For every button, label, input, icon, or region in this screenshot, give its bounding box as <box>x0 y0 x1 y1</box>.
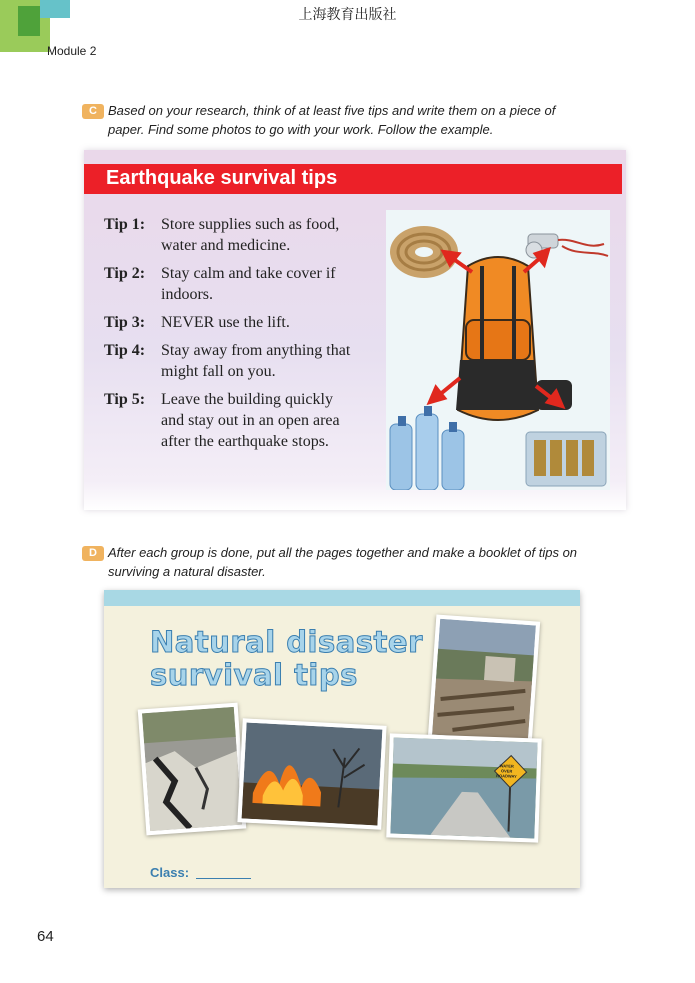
section-d-instruction <box>82 543 642 581</box>
flood-photo <box>386 733 542 842</box>
wildfire-photo <box>237 718 386 829</box>
tip-label: Tip 4: <box>104 342 146 359</box>
tip-line: Store supplies such as food, <box>161 216 340 233</box>
survival-kit-photo <box>386 210 610 490</box>
tip-line: NEVER use the lift. <box>161 314 290 331</box>
tip-text <box>161 340 386 382</box>
wildfire-illustration <box>242 723 383 826</box>
earthquake-photo <box>138 703 247 836</box>
tips-panel-title: Earthquake survival tips <box>106 167 338 189</box>
section-c-line2: paper. Find some photos to go with your work. Follow the example. <box>108 122 494 137</box>
booklet-title-line1: Natural disaster <box>150 625 423 659</box>
storm-debris-illustration <box>432 619 536 741</box>
tip-label: Tip 5: <box>104 391 146 408</box>
tip-text <box>161 312 386 333</box>
booklet-title <box>150 626 423 692</box>
tip-text <box>161 263 386 305</box>
module-label: Module 2 <box>47 44 97 58</box>
flood-illustration <box>390 738 537 839</box>
tip-line: indoors. <box>161 286 213 303</box>
tip-text <box>161 214 386 256</box>
tip-line: water and medicine. <box>161 237 291 254</box>
section-d-line2: surviving a natural disaster. <box>108 564 266 579</box>
cracked-road-illustration <box>142 707 242 831</box>
section-d-badge: D <box>82 546 104 561</box>
storm-debris-photo <box>428 615 540 746</box>
section-c-badge: C <box>82 104 104 119</box>
tip-text <box>161 389 386 452</box>
tip-label: Tip 2: <box>104 265 146 282</box>
tip-line: Leave the building quickly <box>161 391 333 408</box>
publisher-name: 上海教育出版社 <box>298 7 397 23</box>
tip-line: and stay out in an open area <box>161 412 340 429</box>
section-c-instruction <box>82 101 642 139</box>
booklet-cover-top-band <box>104 590 580 606</box>
booklet-title-line2: survival tips <box>150 658 358 692</box>
page-number: 64 <box>37 928 54 945</box>
tip-line: Stay away from anything that <box>161 342 351 359</box>
water-over-roadway-sign: WATER OVER ROADWAY <box>496 763 517 779</box>
booklet-cover <box>104 590 580 888</box>
section-c-line1: Based on your research, think of at least five tips and write them on a piece of <box>108 103 556 118</box>
section-d-line1: After each group is done, put all the pages together and make a booklet of tips on <box>108 545 578 560</box>
tip-line: Stay calm and take cover if <box>161 265 336 282</box>
class-label: Class: <box>150 865 190 880</box>
tip-line: after the earthquake stops. <box>161 433 329 450</box>
batteries-icon <box>526 432 606 486</box>
class-blank-line <box>196 878 251 879</box>
tip-label: Tip 1: <box>104 216 146 233</box>
tip-label: Tip 3: <box>104 314 146 331</box>
tip-line: might fall on you. <box>161 363 276 380</box>
survival-kit-illustration <box>386 210 610 490</box>
tips-panel-title-bar <box>84 164 622 194</box>
